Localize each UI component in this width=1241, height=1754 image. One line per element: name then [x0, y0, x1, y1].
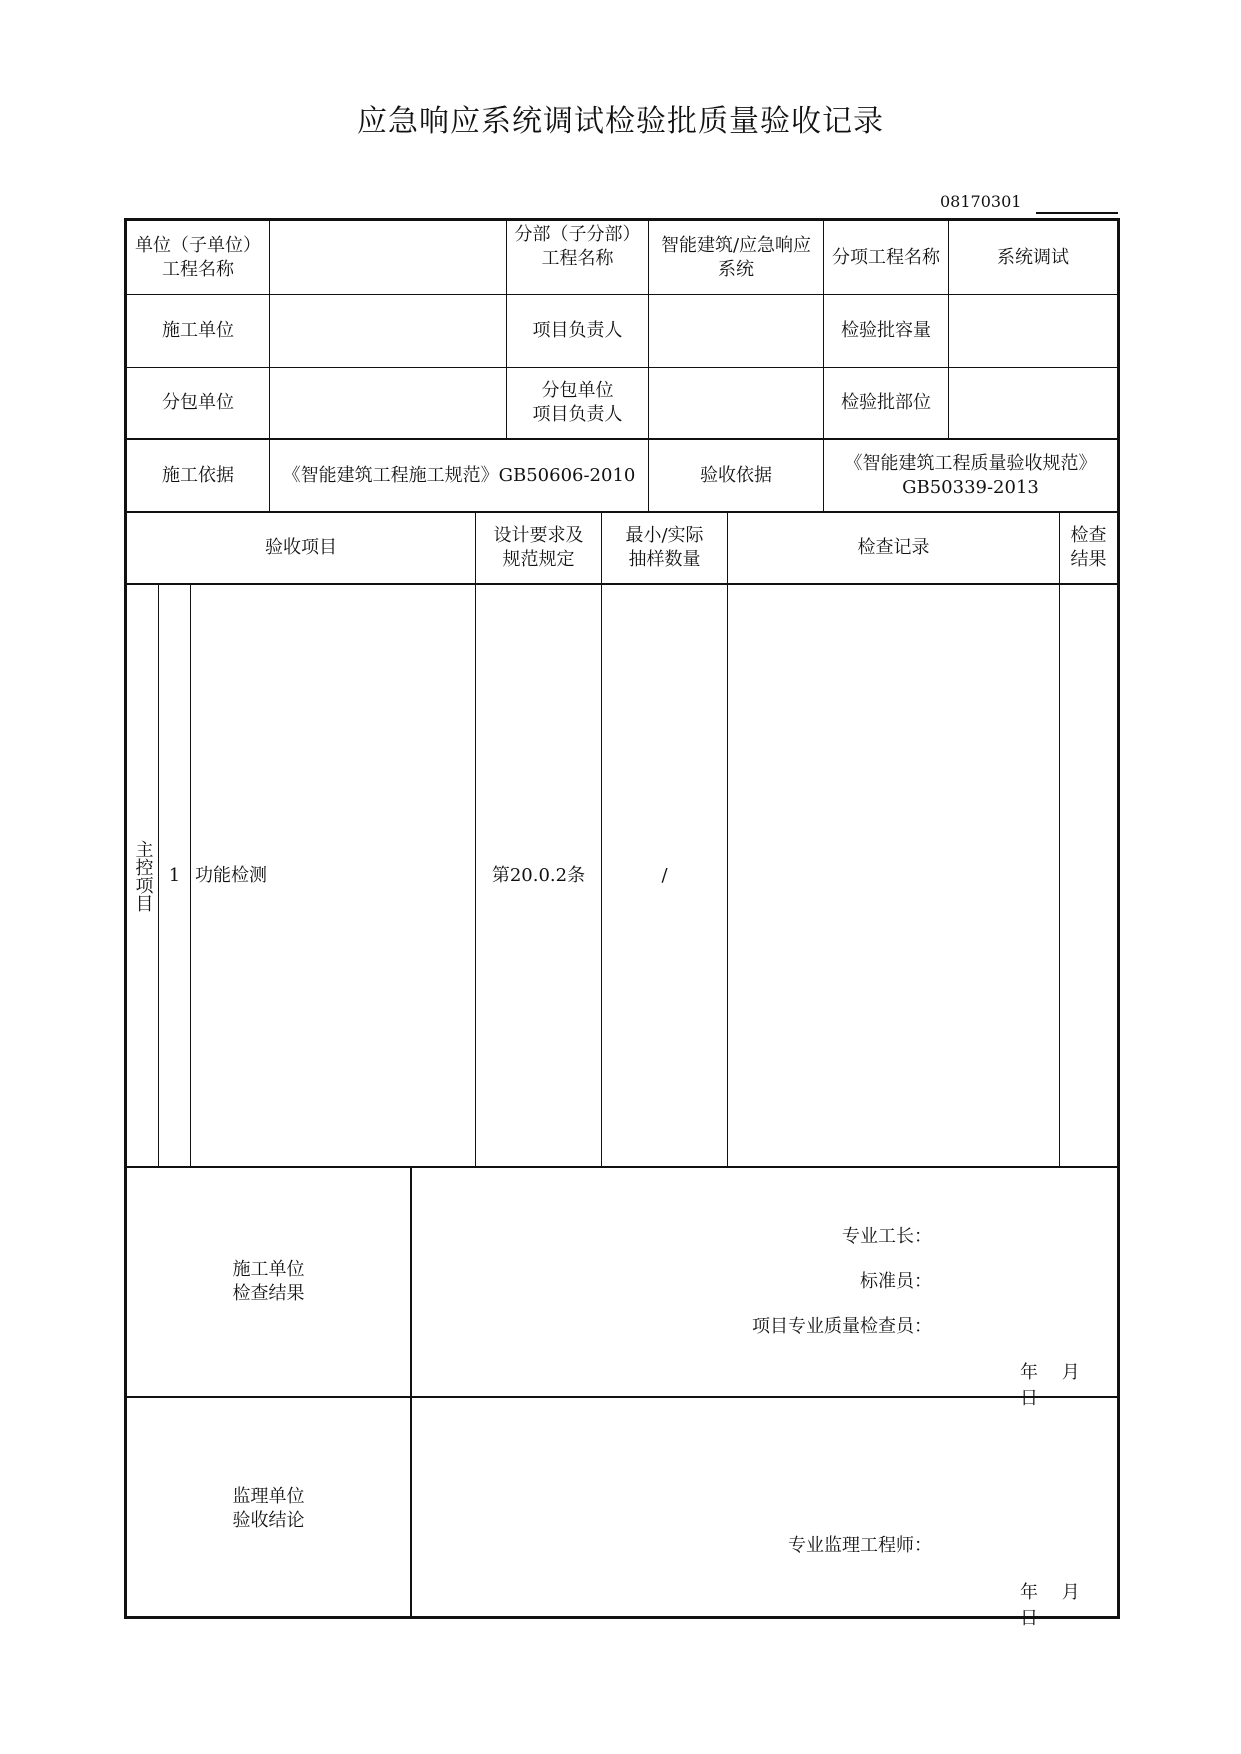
page-title: 应急响应系统调试检验批质量验收记录: [357, 104, 884, 139]
subitem-value: 系统调试: [997, 246, 1069, 268]
document-number-underline: [1036, 212, 1118, 214]
inspection-record-form: [124, 218, 1120, 1629]
division-label: 分部（子分部） 工程名称: [514, 224, 641, 269]
division-value: 智能建筑/应急响应 系统: [660, 234, 812, 280]
table-row-check-record[interactable]: [728, 585, 1059, 1166]
contractor-label: 施工单位: [162, 320, 234, 341]
sub-manager-value[interactable]: [649, 368, 823, 438]
construction-basis-label: 施工依据: [162, 464, 234, 486]
supervisor-conclusion-label: 监理单位 验收结论: [232, 1485, 305, 1531]
unit-name-label: 单位（子单位） 工程名称: [135, 234, 261, 280]
project-manager-label: 项目负责人: [532, 320, 623, 341]
table-row-item-name: 功能检测: [195, 864, 267, 886]
batch-capacity-label: 检验批容量: [841, 320, 931, 341]
unit-name-value[interactable]: [270, 221, 506, 294]
table-row-number: 1: [168, 864, 181, 886]
acceptance-basis-label: 验收依据: [700, 464, 772, 486]
main-control-items-label: 主控项目: [132, 839, 154, 912]
batch-capacity-value[interactable]: [949, 295, 1117, 367]
column-check-result: 检查 结果: [1070, 525, 1107, 570]
acceptance-basis-value: 《智能建筑工程质量验收规范》 GB50339-2013: [844, 452, 1097, 498]
table-row-sample: /: [661, 864, 668, 886]
standard-officer-signature-label: 标准员：: [860, 1271, 932, 1292]
subcontractor-label: 分包单位: [162, 392, 234, 413]
contractor-check-label: 施工单位 检查结果: [232, 1259, 305, 1304]
construction-basis-value: 《智能建筑工程施工规范》GB50606-2010: [282, 464, 636, 486]
foreman-signature-label: 专业工长：: [842, 1226, 932, 1247]
batch-location-label: 检验批部位: [841, 392, 931, 413]
table-row-clause: 第20.0.2条: [491, 864, 586, 886]
sub-manager-label: 分包单位 项目负责人: [532, 380, 623, 425]
column-sample-quantity: 最小/实际 抽样数量: [625, 525, 704, 570]
subitem-label: 分项工程名称: [832, 246, 940, 268]
project-manager-value[interactable]: [649, 295, 823, 367]
supervisor-date: 年 月 日: [1020, 1582, 1080, 1629]
contractor-date: 年 月 日: [1020, 1362, 1080, 1409]
column-design-requirement: 设计要求及 规范规定: [493, 525, 584, 570]
table-row-check-result[interactable]: [1060, 585, 1117, 1166]
subcontractor-value[interactable]: [270, 368, 506, 438]
document-number: 08170301: [940, 192, 1022, 211]
contractor-value[interactable]: [270, 295, 506, 367]
quality-inspector-signature-label: 项目专业质量检查员：: [752, 1316, 932, 1337]
column-item: 验收项目: [265, 537, 337, 558]
batch-location-value[interactable]: [949, 368, 1117, 438]
column-check-record: 检查记录: [857, 537, 930, 558]
supervising-engineer-signature-label: 专业监理工程师：: [788, 1535, 932, 1556]
